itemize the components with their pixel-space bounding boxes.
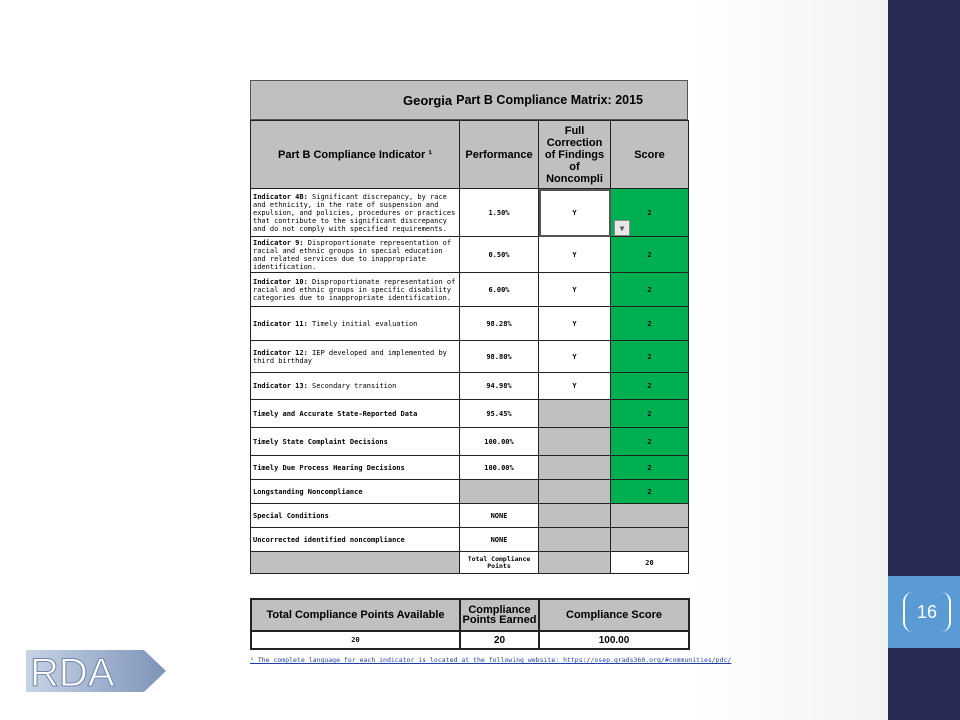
- table-row: [251, 373, 689, 400]
- full-correction-cell[interactable]: Y: [539, 307, 611, 341]
- indicator-cell: Timely Due Process Hearing Decisions: [251, 456, 460, 480]
- total-points-value: 20: [611, 552, 689, 574]
- summary-header-score: Compliance Score: [539, 599, 689, 631]
- header-indicator: Part B Compliance Indicator ¹: [251, 121, 460, 189]
- score-cell: 2: [611, 428, 689, 456]
- table-row: [251, 428, 689, 456]
- summary-header-available: Total Compliance Points Available: [251, 599, 460, 631]
- total-row: [251, 552, 689, 574]
- summary-value-score: 100.00: [539, 631, 689, 649]
- table-row: [251, 528, 689, 552]
- logo-text: RDA: [30, 651, 115, 695]
- performance-cell: 95.45%: [460, 400, 539, 428]
- score-cell: 2: [611, 400, 689, 428]
- table-row: [251, 341, 689, 373]
- indicator-cell: Indicator 11: Timely initial evaluation: [251, 307, 460, 341]
- table-row: [251, 237, 689, 273]
- full-correction-cell-empty: [539, 504, 611, 528]
- indicator-cell: Indicator 9: Disproportionate representation of racial and ethnic groups in special education and related services due to inappropriate identification.: [251, 237, 460, 273]
- full-correction-cell-empty: [539, 428, 611, 456]
- sub-indicator-cell: Uncorrected identified noncompliance: [251, 528, 460, 552]
- full-correction-cell-selected[interactable]: Y ▼: [539, 189, 611, 237]
- compliance-matrix-table: [250, 120, 689, 574]
- performance-cell: 100.00%: [460, 428, 539, 456]
- page-number: 16: [903, 592, 951, 632]
- summary-value-available: 20: [251, 631, 460, 649]
- footnote-link[interactable]: ¹ The complete language for each indicator is located at the following website: https://osep.grads360.org/#communities/pdc/: [250, 656, 732, 664]
- full-correction-cell-empty: [539, 528, 611, 552]
- performance-cell: 100.00%: [460, 456, 539, 480]
- performance-cell: 98.28%: [460, 307, 539, 341]
- performance-cell: 0.50%: [460, 237, 539, 273]
- score-cell: 2: [611, 341, 689, 373]
- header-score: Score: [611, 121, 689, 189]
- summary-value-earned: 20: [460, 631, 539, 649]
- chevron-down-icon[interactable]: ▼: [614, 220, 630, 236]
- indicator-cell: Indicator 13: Secondary transition: [251, 373, 460, 400]
- score-cell-empty: [611, 528, 689, 552]
- summary-header-earned: Compliance Points Earned: [460, 599, 539, 631]
- score-cell: 2: [611, 237, 689, 273]
- indicator-cell: Timely State Complaint Decisions: [251, 428, 460, 456]
- table-row: [251, 307, 689, 341]
- table-row: [251, 456, 689, 480]
- full-correction-cell[interactable]: Y: [539, 373, 611, 400]
- table-row: [251, 480, 689, 504]
- title-state: Georgia: [403, 92, 453, 108]
- score-cell: 2: [611, 373, 689, 400]
- header-full-correction: Full Correction of Findings of Noncompli: [539, 121, 611, 189]
- score-cell-empty: [611, 504, 689, 528]
- performance-cell: 98.80%: [460, 341, 539, 373]
- score-cell: 2: [611, 307, 689, 341]
- total-points-label: Total Compliance Points: [460, 552, 539, 574]
- performance-cell: [460, 480, 539, 504]
- indicator-cell: Longstanding Noncompliance: [251, 480, 460, 504]
- header-performance: Performance: [460, 121, 539, 189]
- score-cell: 2: [611, 480, 689, 504]
- rda-logo: [26, 648, 166, 694]
- total-row-blank: [251, 552, 460, 574]
- performance-cell: 94.98%: [460, 373, 539, 400]
- table-row: [251, 400, 689, 428]
- matrix-title: [250, 80, 688, 120]
- performance-cell: NONE: [460, 528, 539, 552]
- score-cell: 2: [611, 273, 689, 307]
- full-correction-cell-empty: [539, 480, 611, 504]
- full-correction-cell-empty: [539, 456, 611, 480]
- performance-cell: 6.00%: [460, 273, 539, 307]
- score-cell: 2: [611, 456, 689, 480]
- performance-cell: 1.50%: [460, 189, 539, 237]
- table-row: [251, 273, 689, 307]
- performance-cell: NONE: [460, 504, 539, 528]
- indicator-cell: Indicator 4B: Significant discrepancy, by race and ethnicity, in the rate of suspension and expulsion, and policies, procedures or practices that contribute to the significant discrepancy and do not comply with specified requirements.: [251, 189, 460, 237]
- score-cell: 2: [611, 189, 689, 237]
- summary-table: [250, 598, 690, 650]
- table-row: [251, 504, 689, 528]
- full-correction-cell[interactable]: Y: [539, 341, 611, 373]
- indicator-cell: Indicator 10: Disproportionate representation of racial and ethnic groups in specific disability categories due to inappropriate identification.: [251, 273, 460, 307]
- sub-indicator-cell: Special Conditions: [251, 504, 460, 528]
- full-correction-cell[interactable]: Y: [539, 273, 611, 307]
- full-correction-cell-empty: [539, 400, 611, 428]
- total-row-blank: [539, 552, 611, 574]
- indicator-cell: Indicator 12: IEP developed and implemented by third birthday: [251, 341, 460, 373]
- full-correction-cell[interactable]: Y: [539, 237, 611, 273]
- table-row: [251, 189, 689, 237]
- indicator-cell: Timely and Accurate State-Reported Data: [251, 400, 460, 428]
- title-rest: Part B Compliance Matrix: 2015: [456, 93, 643, 107]
